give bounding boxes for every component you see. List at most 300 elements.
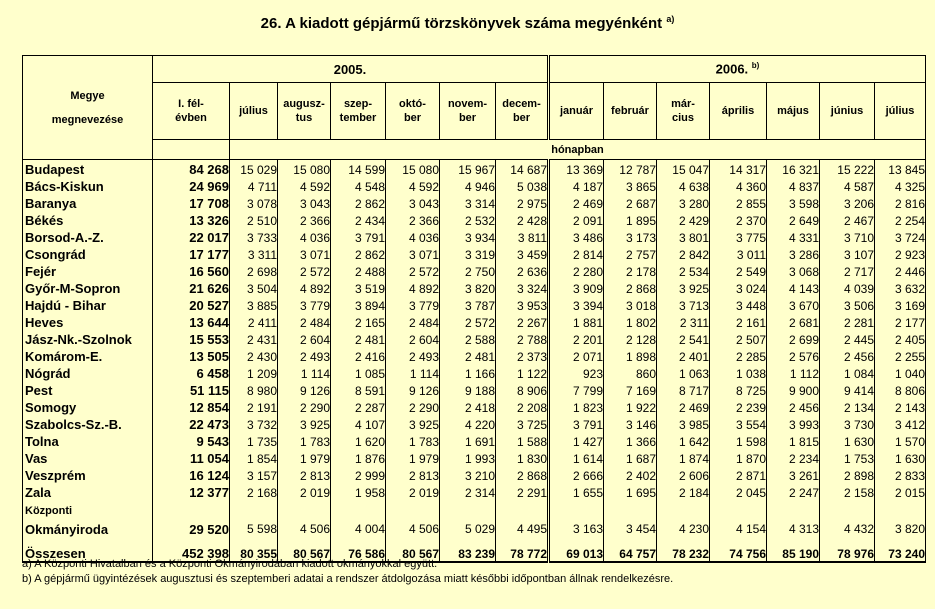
total-label: Összesen [23,541,153,562]
total-month-value: 69 013 [549,541,604,562]
month-value: 4 432 [820,517,875,541]
table-row [23,348,926,365]
month-value: 2 484 [386,314,440,331]
half-year-line1: I. fél- [178,98,204,110]
month-value: 3 068 [767,263,820,280]
registrations-table [22,55,926,563]
month-value: 2 366 [386,212,440,229]
month-value: 2 493 [386,348,440,365]
county-name: Tolna [23,433,153,450]
half-year-value: 17 177 [153,246,230,263]
month-value: 3 820 [875,517,926,541]
half-year-value: 13 644 [153,314,230,331]
month-value: 3 504 [230,280,278,297]
month-value: 4 495 [496,517,549,541]
month-value: 3 454 [604,517,657,541]
month-value: 7 799 [549,382,604,399]
county-name: Zala [23,484,153,501]
month-value: 15 967 [440,160,496,179]
month-value: 3 286 [767,246,820,263]
half-year-value: 29 520 [153,517,230,541]
month-value: 1 040 [875,365,926,382]
month-value: 2 757 [604,246,657,263]
table-row [23,450,926,467]
table-row [23,280,926,297]
half-year-value: 12 854 [153,399,230,416]
month-value: 3 311 [230,246,278,263]
month-value: 2 572 [278,263,331,280]
month-value: 2 572 [440,314,496,331]
month-value: 2 158 [820,484,875,501]
month-value: 8 980 [230,382,278,399]
month-value: 4 325 [875,178,926,195]
month-value: 1 823 [549,399,604,416]
month-value: 1 084 [820,365,875,382]
month-value: 3 733 [230,229,278,246]
month-value: 4 506 [278,517,331,541]
month-value: 3 925 [386,416,440,433]
month-value: 4 360 [710,178,767,195]
month-value: 1 063 [657,365,710,382]
month-value: 2 687 [604,195,657,212]
month-value: 1 598 [710,433,767,450]
month-value: 3 486 [549,229,604,246]
table-row [23,297,926,314]
month-value: 2 788 [496,331,549,348]
empty-cell [767,501,820,517]
month-header-line: tember [339,112,377,124]
month-value: 2 431 [230,331,278,348]
month-value: 860 [604,365,657,382]
month-value: 3 448 [710,297,767,314]
table-row [23,246,926,263]
half-year-value: 24 969 [153,178,230,195]
half-year-value: 84 268 [153,160,230,179]
month-value: 2 717 [820,263,875,280]
month-value: 3 024 [710,280,767,297]
month-header-line: május [777,105,809,117]
month-value: 3 554 [710,416,767,433]
month-value: 3 724 [875,229,926,246]
month-value: 7 169 [604,382,657,399]
empty-cell [710,501,767,517]
month-value: 4 313 [767,517,820,541]
month-header-line: már- [671,98,695,110]
month-value: 3 909 [549,280,604,297]
month-value: 2 290 [278,399,331,416]
month-value: 8 725 [710,382,767,399]
table-row [23,382,926,399]
month-value: 8 591 [331,382,386,399]
y2006-month-header [549,83,604,140]
month-value: 1 898 [604,348,657,365]
month-value: 4 220 [440,416,496,433]
month-value: 9 126 [278,382,331,399]
month-value: 4 036 [386,229,440,246]
month-value: 1 166 [440,365,496,382]
month-value: 3 632 [875,280,926,297]
month-value: 3 071 [278,246,331,263]
month-value: 2 814 [549,246,604,263]
total-month-value: 74 756 [710,541,767,562]
y2006-month-header [767,83,820,140]
month-value: 9 900 [767,382,820,399]
county-name: Győr-M-Sopron [23,280,153,297]
county-name: Szabolcs-Sz.-B. [23,416,153,433]
month-value: 3 163 [549,517,604,541]
month-value: 4 230 [657,517,710,541]
table-row [23,195,926,212]
total-month-value: 78 232 [657,541,710,562]
total-month-value: 76 586 [331,541,386,562]
county-name: Budapest [23,160,153,179]
month-value: 4 592 [386,178,440,195]
month-value: 2 405 [875,331,926,348]
table-row [23,433,926,450]
month-value: 1 691 [440,433,496,450]
county-name: Borsod-A.-Z. [23,229,153,246]
half-year-value: 13 326 [153,212,230,229]
county-name: Bács-Kiskun [23,178,153,195]
month-value: 8 906 [496,382,549,399]
total-month-value: 80 567 [278,541,331,562]
unit-label: hónapban [230,140,926,160]
month-value: 2 576 [767,348,820,365]
county-name: Pest [23,382,153,399]
month-value: 4 331 [767,229,820,246]
month-value: 2 239 [710,399,767,416]
month-header-line: októ- [399,98,426,110]
empty-cell [386,501,440,517]
month-value: 4 892 [386,280,440,297]
month-value: 4 154 [710,517,767,541]
half-year-value: 22 017 [153,229,230,246]
month-value: 15 080 [386,160,440,179]
month-header-line: szep- [343,98,373,110]
month-value: 2 134 [820,399,875,416]
month-value: 3 725 [496,416,549,433]
month-value: 3 670 [767,297,820,314]
month-value: 1 620 [331,433,386,450]
month-value: 3 324 [496,280,549,297]
month-value: 3 787 [440,297,496,314]
table-row [23,467,926,484]
empty-cell [440,501,496,517]
empty-cell [278,501,331,517]
y2005-month-header [440,83,496,140]
empty-cell [657,501,710,517]
month-value: 1 802 [604,314,657,331]
month-value: 1 695 [604,484,657,501]
month-value: 2 666 [549,467,604,484]
month-value: 2 143 [875,399,926,416]
month-value: 1 588 [496,433,549,450]
month-value: 1 114 [386,365,440,382]
table-row [23,501,926,517]
month-value: 2 434 [331,212,386,229]
month-value: 2 898 [820,467,875,484]
month-value: 15 047 [657,160,710,179]
table-row [23,160,926,179]
month-value: 2 045 [710,484,767,501]
month-value: 1 895 [604,212,657,229]
month-header-line: június [830,105,864,117]
month-value: 1 366 [604,433,657,450]
month-value: 1 687 [604,450,657,467]
county-name: Vas [23,450,153,467]
month-value: 2 071 [549,348,604,365]
month-value: 3 319 [440,246,496,263]
county-name: Csongrád [23,246,153,263]
month-value: 2 868 [604,280,657,297]
empty-cell [549,501,604,517]
month-value: 14 687 [496,160,549,179]
month-value: 2 481 [440,348,496,365]
month-value: 3 953 [496,297,549,314]
county-name: Fejér [23,263,153,280]
month-value: 2 184 [657,484,710,501]
month-value: 2 813 [386,467,440,484]
month-value: 1 570 [875,433,926,450]
table-row [23,263,926,280]
month-header-line: cius [671,112,694,124]
title-text: 26. A kiadott gépjármű törzskönyvek száma megyénként [260,15,663,32]
month-value: 9 414 [820,382,875,399]
month-value: 2 467 [820,212,875,229]
year-2006-label: 2006. [715,61,749,77]
month-value: 2 572 [386,263,440,280]
y2006-month-header [604,83,657,140]
county-name: Baranya [23,195,153,212]
month-value: 2 255 [875,348,926,365]
county-name: Békés [23,212,153,229]
month-value: 2 493 [278,348,331,365]
month-header-line: április [721,105,755,117]
month-value: 2 923 [875,246,926,263]
month-value: 2 842 [657,246,710,263]
month-value: 3 280 [657,195,710,212]
month-value: 2 604 [386,331,440,348]
month-value: 2 285 [710,348,767,365]
month-value: 2 370 [710,212,767,229]
month-value: 2 280 [549,263,604,280]
half-year-value: 21 626 [153,280,230,297]
half-year-value: 16 560 [153,263,230,280]
month-value: 5 038 [496,178,549,195]
y2006-month-header [657,83,710,140]
month-value: 14 317 [710,160,767,179]
month-value: 2 019 [278,484,331,501]
month-value: 3 071 [386,246,440,263]
total-month-value: 73 240 [875,541,926,562]
month-value: 3 710 [820,229,875,246]
page-title [0,14,935,32]
month-value: 2 604 [278,331,331,348]
month-value: 1 993 [440,450,496,467]
month-value: 1 958 [331,484,386,501]
empty-cell [496,501,549,517]
month-value: 2 401 [657,348,710,365]
month-value: 2 445 [820,331,875,348]
month-value: 2 291 [496,484,549,501]
month-value: 2 191 [230,399,278,416]
y2006-month-header [875,83,926,140]
month-value: 2 488 [331,263,386,280]
empty-cell [820,501,875,517]
table-row [23,365,926,382]
month-value: 2 510 [230,212,278,229]
month-value: 2 484 [278,314,331,331]
half-year-value: 22 473 [153,416,230,433]
county-name: Veszprém [23,467,153,484]
month-value: 1 112 [767,365,820,382]
year-2006-footnote-mark: b) [751,61,760,71]
month-value: 4 039 [820,280,875,297]
month-header-line: ber [458,112,477,124]
month-value: 2 287 [331,399,386,416]
month-value: 3 043 [278,195,331,212]
month-value: 2 267 [496,314,549,331]
month-value: 2 698 [230,263,278,280]
month-value: 2 456 [820,348,875,365]
month-value: 2 750 [440,263,496,280]
month-value: 2 636 [496,263,549,280]
title-footnote-mark: a) [666,14,675,24]
half-year-value: 11 054 [153,450,230,467]
county-name: Heves [23,314,153,331]
month-value: 1 038 [710,365,767,382]
month-value: 2 429 [657,212,710,229]
county-header-line2: megnevezése [51,113,124,126]
month-value: 2 165 [331,314,386,331]
month-value: 4 837 [767,178,820,195]
month-value: 2 178 [604,263,657,280]
total-half-year: 452 398 [153,541,230,562]
empty-cell [153,501,230,517]
table-row [23,484,926,501]
half-year-value: 6 458 [153,365,230,382]
table-row [23,212,926,229]
month-value: 9 126 [386,382,440,399]
county-name: Jász-Nk.-Szolnok [23,331,153,348]
month-value: 1 854 [230,450,278,467]
half-year-value: 20 527 [153,297,230,314]
month-value: 2 411 [230,314,278,331]
month-header-line: novem- [447,98,488,110]
month-value: 2 868 [496,467,549,484]
month-value: 3 713 [657,297,710,314]
month-value: 2 290 [386,399,440,416]
month-value: 1 783 [386,433,440,450]
month-value: 3 732 [230,416,278,433]
month-value: 1 630 [820,433,875,450]
month-value: 1 122 [496,365,549,382]
month-value: 2 161 [710,314,767,331]
footnotes [22,557,912,587]
month-value: 8 717 [657,382,710,399]
y2005-month-header [278,83,331,140]
county-header [23,56,153,160]
table-row [23,517,926,541]
table-row [23,178,926,195]
month-value: 3 519 [331,280,386,297]
month-value: 3 779 [386,297,440,314]
month-value: 2 816 [875,195,926,212]
total-month-value: 78 976 [820,541,875,562]
half-year-value: 12 377 [153,484,230,501]
month-value: 4 107 [331,416,386,433]
month-value: 4 506 [386,517,440,541]
half-year-value: 51 115 [153,382,230,399]
month-header-line: ber [403,112,422,124]
month-value: 2 314 [440,484,496,501]
month-value: 4 892 [278,280,331,297]
month-header-line: február [611,105,649,117]
month-value: 4 711 [230,178,278,195]
month-value: 2 015 [875,484,926,501]
total-month-value: 85 190 [767,541,820,562]
month-value: 3 261 [767,467,820,484]
half-year-value: 9 543 [153,433,230,450]
month-value: 5 598 [230,517,278,541]
month-value: 2 418 [440,399,496,416]
month-value: 2 366 [278,212,331,229]
month-value: 3 506 [820,297,875,314]
half-year-value: 16 124 [153,467,230,484]
month-value: 3 157 [230,467,278,484]
month-value: 3 206 [820,195,875,212]
month-value: 3 394 [549,297,604,314]
month-value: 13 845 [875,160,926,179]
half-year-header [153,83,230,140]
month-value: 2 428 [496,212,549,229]
month-value: 4 548 [331,178,386,195]
month-value: 2 862 [331,246,386,263]
month-value: 3 043 [386,195,440,212]
county-name-line2: Okmányiroda [23,517,153,541]
month-value: 1 922 [604,399,657,416]
month-value: 3 412 [875,416,926,433]
month-value: 15 222 [820,160,875,179]
month-value: 3 934 [440,229,496,246]
month-value: 2 649 [767,212,820,229]
month-value: 2 254 [875,212,926,229]
y2005-month-header [496,83,549,140]
half-year-unit-cell [153,140,230,160]
month-value: 1 085 [331,365,386,382]
month-value: 2 247 [767,484,820,501]
month-value: 2 699 [767,331,820,348]
month-value: 3 598 [767,195,820,212]
half-year-value: 15 553 [153,331,230,348]
month-header-line: július [239,105,268,117]
month-value: 3 993 [767,416,820,433]
y2005-month-header [386,83,440,140]
month-value: 1 114 [278,365,331,382]
month-value: 2 862 [331,195,386,212]
month-value: 3 314 [440,195,496,212]
month-value: 3 210 [440,467,496,484]
month-value: 16 321 [767,160,820,179]
county-name: Nógrád [23,365,153,382]
month-value: 1 753 [820,450,875,467]
month-value: 2 588 [440,331,496,348]
month-value: 2 373 [496,348,549,365]
month-value: 9 188 [440,382,496,399]
county-name: Somogy [23,399,153,416]
month-header-line: decem- [502,98,541,110]
month-value: 2 208 [496,399,549,416]
